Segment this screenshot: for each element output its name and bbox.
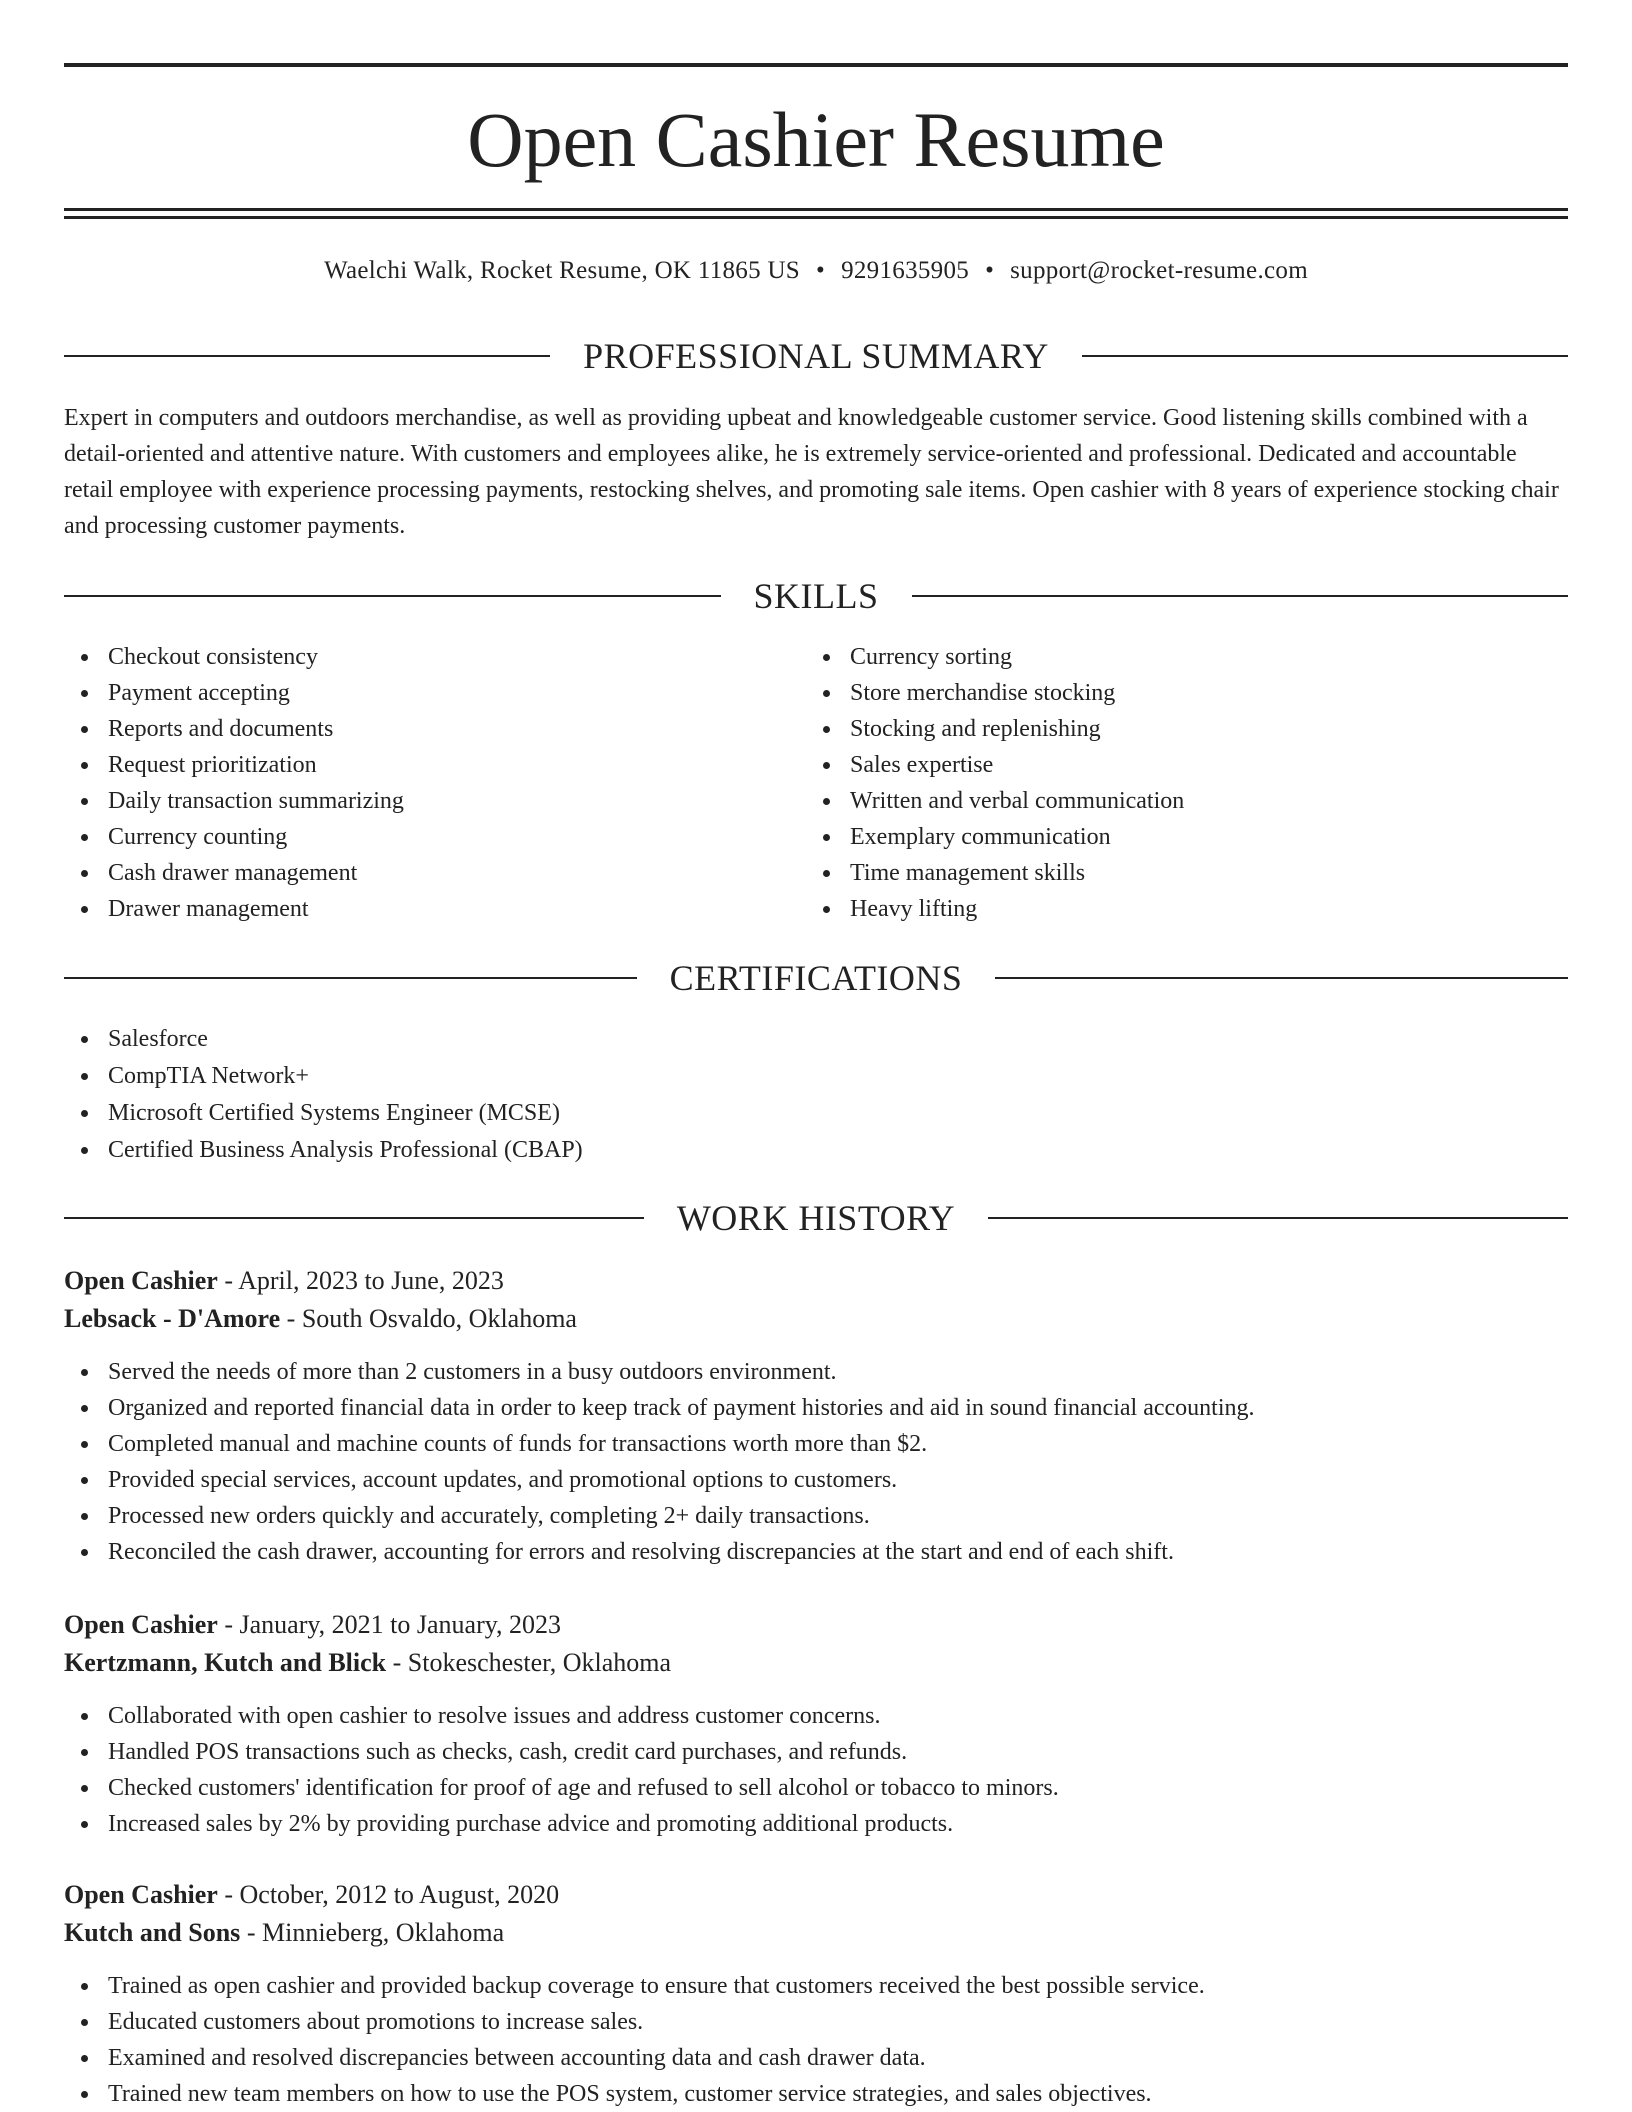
section-header-skills [64,574,1568,618]
skill-item: Currency sorting [806,639,1546,675]
skill-item: Request prioritization [64,747,804,783]
job-bullets [64,1968,1568,2112]
job-bullet: Checked customers' identification for proof of age and refused to sell alcohol or tobacco to minors. [64,1770,1568,1806]
header-top-rule [64,63,1568,67]
section-rule-right [1082,355,1568,357]
job-company: Kertzmann, Kutch and Blick [64,1648,387,1677]
section-rule-right [988,1217,1568,1219]
skill-item: Time management skills [806,855,1546,891]
job-bullet: Reconciled the cash drawer, accounting for errors and resolving discrepancies at the start and end of each shift. [64,1534,1568,1570]
certification-item: Salesforce [64,1021,1564,1058]
section-rule-left [64,977,637,979]
job-title: Open Cashier [64,1266,218,1295]
skill-item: Checkout consistency [64,639,804,675]
section-rule-right [912,595,1569,597]
job-bullet: Increased sales by 2% by providing purchase advice and promoting additional products. [64,1806,1568,1842]
job-title-line [64,1606,1568,1644]
contact-email: support@rocket-resume.com [1010,257,1308,284]
header-double-rule-upper [64,208,1568,211]
job-bullet: Processed new orders quickly and accurately, completing 2+ daily transactions. [64,1498,1568,1534]
job-dates: - January, 2021 to January, 2023 [217,1610,562,1639]
job-location: - South Osvaldo, Oklahoma [280,1304,577,1333]
skill-item: Currency counting [64,819,804,855]
job-bullet: Served the needs of more than 2 customers in a busy outdoors environment. [64,1354,1568,1390]
section-header-certifications [64,956,1568,1000]
section-title-skills: SKILLS [753,576,879,616]
certifications-list [64,1021,1564,1169]
section-header-work-history [64,1196,1568,1240]
skill-item: Daily transaction summarizing [64,783,804,819]
contact-address: Waelchi Walk, Rocket Resume, OK 11865 US [324,257,801,284]
job-bullet: Trained new team members on how to use the POS system, customer service strategies, and sales objectives. [64,2076,1568,2112]
skill-item: Reports and documents [64,711,804,747]
job-title: Open Cashier [64,1880,218,1909]
skill-item: Cash drawer management [64,855,804,891]
contact-line [64,254,1568,288]
skills-list-right [806,639,1546,927]
header-double-rule-lower [64,216,1568,219]
job-location: - Stokeschester, Oklahoma [386,1648,672,1677]
job-dates: - October, 2012 to August, 2020 [217,1880,560,1909]
job-entry [64,1606,1568,1842]
job-entry [64,1262,1568,1570]
job-entry [64,1876,1568,2112]
job-dates: - April, 2023 to June, 2023 [217,1266,504,1295]
job-bullet: Examined and resolved discrepancies between accounting data and cash drawer data. [64,2040,1568,2076]
section-title-summary: PROFESSIONAL SUMMARY [583,336,1049,376]
section-title-work-history: WORK HISTORY [676,1198,956,1238]
skill-item: Exemplary communication [806,819,1546,855]
skill-item: Stocking and replenishing [806,711,1546,747]
resume-title: Open Cashier Resume [467,96,1165,183]
job-bullet: Completed manual and machine counts of funds for transactions worth more than $2. [64,1426,1568,1462]
job-bullet: Collaborated with open cashier to resolve issues and address customer concerns. [64,1698,1568,1734]
job-title: Open Cashier [64,1610,218,1639]
contact-phone: 9291635905 [841,257,970,284]
section-rule-right [995,977,1568,979]
skill-item: Sales expertise [806,747,1546,783]
job-bullets [64,1354,1568,1570]
job-company: Kutch and Sons [64,1918,241,1947]
job-location: - Minnieberg, Oklahoma [240,1918,505,1947]
skill-item: Heavy lifting [806,891,1546,927]
skills-list-left [64,639,804,927]
job-company-line [64,1300,1568,1338]
job-bullet: Educated customers about promotions to increase sales. [64,2004,1568,2040]
job-bullet: Trained as open cashier and provided backup coverage to ensure that customers received the best possible service. [64,1968,1568,2004]
section-rule-left [64,355,550,357]
certification-item: CompTIA Network+ [64,1058,1564,1095]
job-bullet: Provided special services, account updates, and promotional options to customers. [64,1462,1568,1498]
skill-item: Drawer management [64,891,804,927]
section-rule-left [64,595,721,597]
section-header-summary [64,334,1568,378]
job-bullets [64,1698,1568,1842]
job-bullet: Handled POS transactions such as checks, cash, credit card purchases, and refunds. [64,1734,1568,1770]
contact-separator: • [816,257,826,284]
job-title-line [64,1876,1568,1914]
certification-item: Microsoft Certified Systems Engineer (MCSE) [64,1095,1564,1132]
job-company-line [64,1914,1568,1952]
skill-item: Written and verbal communication [806,783,1546,819]
job-bullet: Organized and reported financial data in order to keep track of payment histories and aid in sound financial accounting. [64,1390,1568,1426]
certification-item: Certified Business Analysis Professional (CBAP) [64,1132,1564,1169]
section-rule-left [64,1217,644,1219]
job-title-line [64,1262,1568,1300]
job-company-line [64,1644,1568,1682]
skill-item: Store merchandise stocking [806,675,1546,711]
summary-paragraph: Expert in computers and outdoors merchandise, as well as providing upbeat and knowledgeable customer service. Good listening skills combined with a detail-oriented and attentive nature. With customers and employees alike, he is extremely service-oriented and professional. Dedicated and accountable retail employee with experience processing payments, restocking shelves, and promoting sale items. Open cashier with 8 years of experience stocking chair and processing customer payments. [64,405,1559,539]
skill-item: Payment accepting [64,675,804,711]
job-company: Lebsack - D'Amore [64,1304,281,1333]
section-title-certifications: CERTIFICATIONS [669,958,963,998]
contact-separator: • [985,257,995,284]
